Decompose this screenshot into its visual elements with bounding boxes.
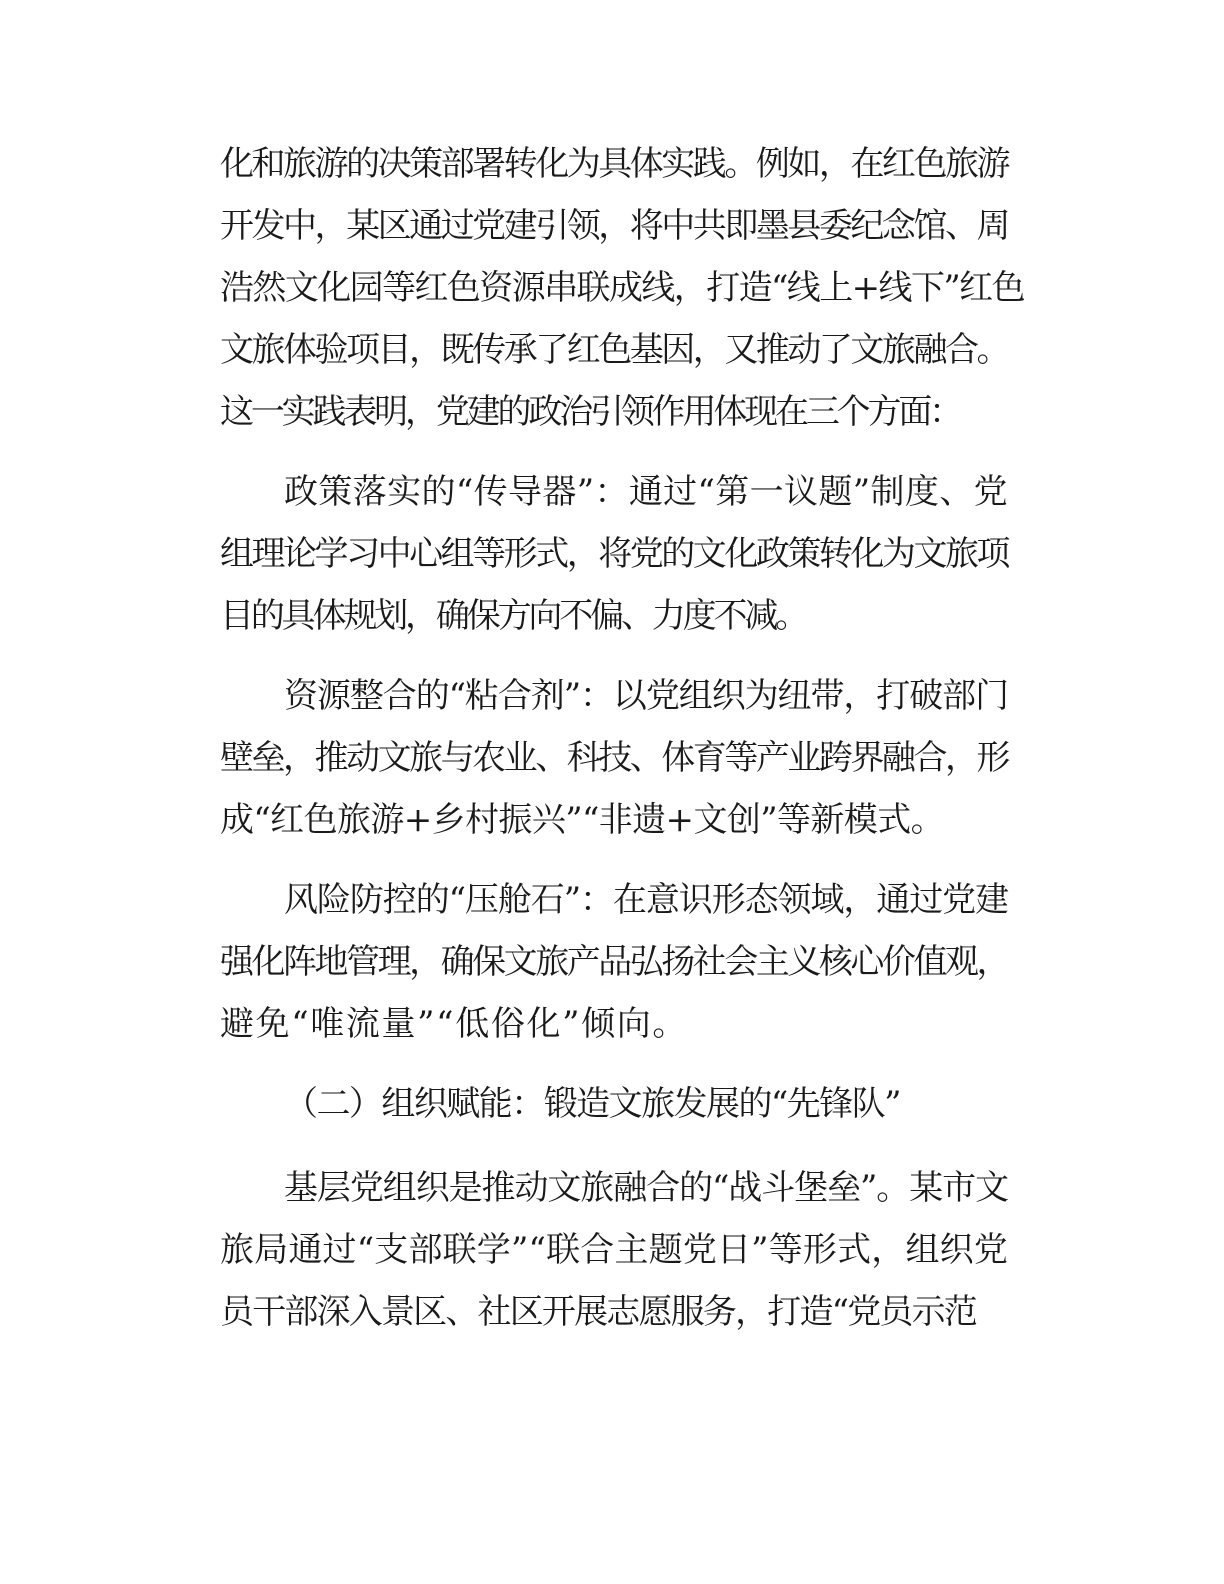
paragraph-line <box>0 931 1224 993</box>
paragraph-line <box>0 461 1224 523</box>
paragraph-line <box>0 993 1224 1055</box>
paragraph-line <box>0 665 1224 727</box>
paragraph-line <box>0 319 1224 381</box>
section-heading <box>0 1073 1224 1135</box>
line-text: 化和旅游的决策部署转化为具体实践。例如，在红色旅游 <box>220 144 1008 184</box>
line-text: 员干部深入景区、社区开展志愿服务，打造“党员示范 <box>220 1292 976 1332</box>
line-text: 资源整合的“粘合剂”：以党组织为纽带，打破部门 <box>284 676 1008 716</box>
paragraph-line <box>0 869 1224 931</box>
line-text: 目的具体规划，确保方向不偏、力度不减。 <box>220 596 806 636</box>
paragraph-line <box>0 1219 1224 1281</box>
paragraph-line <box>0 585 1224 647</box>
line-text: 开发中，某区通过党建引领，将中共即墨县委纪念馆、周 <box>220 206 1008 246</box>
paragraph-line <box>0 195 1224 257</box>
paragraph-line <box>0 381 1224 443</box>
line-text: 文旅体验项目，既传承了红色基因，又推动了文旅融合。 <box>220 330 1008 370</box>
line-text: 壁垒，推动文旅与农业、科技、体育等产业跨界融合，形 <box>220 738 1008 778</box>
line-text: 旅局通过“支部联学”“联合主题党日”等形式，组织党 <box>220 1230 1008 1270</box>
paragraph-line <box>0 257 1224 319</box>
line-text: 组理论学习中心组等形式，将党的文化政策转化为文旅项 <box>220 534 1008 574</box>
paragraph-line <box>0 133 1224 195</box>
line-text: 避免“唯流量”“低俗化”倾向。 <box>220 1004 688 1044</box>
line-text: 强化阵地管理，确保文旅产品弘扬社会主义核心价值观， <box>220 942 1008 982</box>
line-text: 这一实践表明，党建的政治引领作用体现在三个方面： <box>220 392 960 432</box>
line-text: 政策落实的“传导器”：通过“第一议题”制度、党 <box>284 472 1008 512</box>
paragraph-line <box>0 727 1224 789</box>
line-text: 风险防控的“压舱石”：在意识形态领域，通过党建 <box>284 880 1008 920</box>
line-text: 浩然文化园等红色资源串联成线，打造“线上+线下”红色 <box>220 268 1024 308</box>
heading-text: （二）组织赋能：锻造文旅发展的“先锋队” <box>284 1084 900 1124</box>
paragraph-line <box>0 1157 1224 1219</box>
line-text: 基层党组织是推动文旅融合的“战斗堡垒”。某市文 <box>284 1168 1008 1208</box>
paragraph-line <box>0 523 1224 585</box>
paragraph-line <box>0 789 1224 851</box>
line-text: 成“红色旅游+乡村振兴”“非遗+文创”等新模式。 <box>220 800 944 840</box>
paragraph-line <box>0 1281 1224 1343</box>
